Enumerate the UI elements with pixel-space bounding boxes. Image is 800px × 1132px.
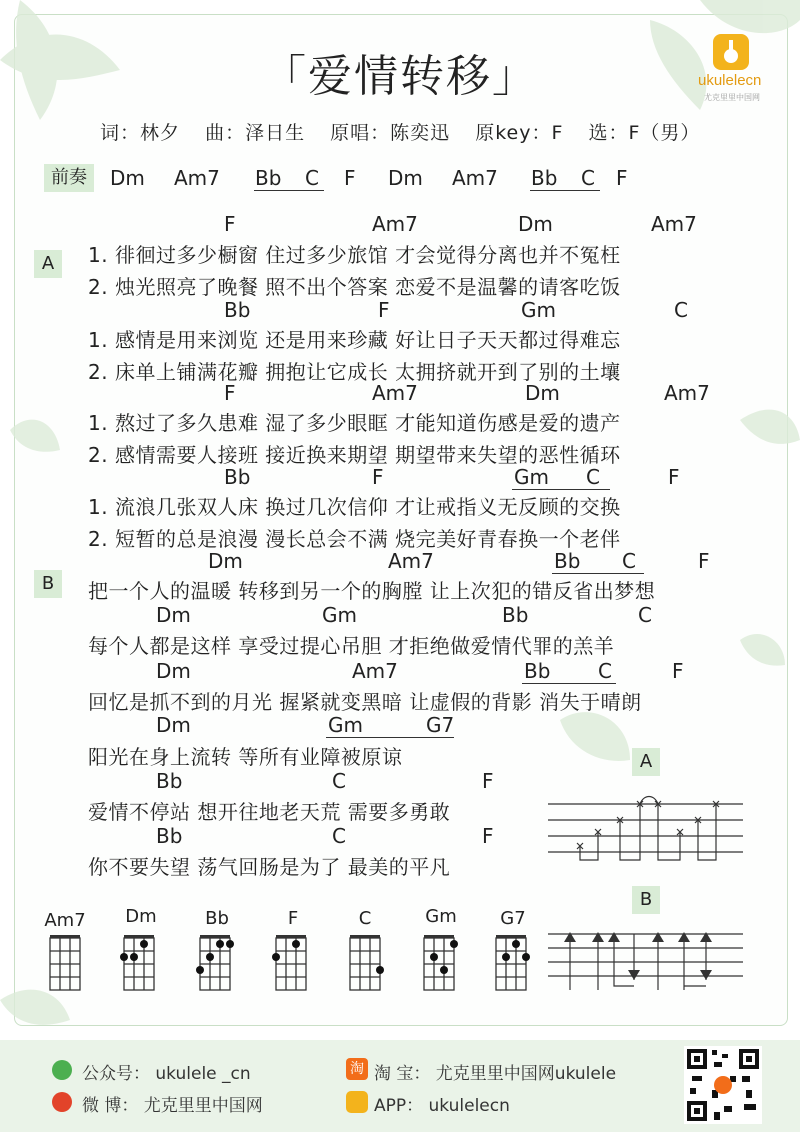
chord: C <box>332 769 346 793</box>
chord: F <box>672 659 684 683</box>
intro-underline <box>254 190 324 191</box>
chord: Am7 <box>372 381 418 405</box>
intro-chord: Bb <box>255 166 282 190</box>
chord: C <box>674 298 688 322</box>
brand-name: ukulelecn <box>698 72 762 89</box>
chord-diagram-name: Am7 <box>44 910 86 931</box>
chord: C <box>598 659 612 683</box>
chord: Gm <box>521 298 556 322</box>
intro-chord: C <box>305 166 319 190</box>
chord: Bb <box>224 298 251 322</box>
brand-sub: 尤克里里中国网 <box>704 93 760 102</box>
lyric-line: 你不要失望 荡气回肠是为了 最美的平凡 <box>88 855 451 879</box>
chord: Gm <box>514 465 549 489</box>
lyric-line: 爱情不停站 想开往地老天荒 需要多勇敢 <box>88 800 451 824</box>
lyric-line: 2. 烛光照亮了晚餐 照不出个答案 恋爱不是温馨的请客吃饭 <box>88 275 621 299</box>
song-title: 「爱情转移」 <box>262 51 538 102</box>
app-icon <box>346 1091 368 1113</box>
lyric-line: 1. 徘徊过多少橱窗 住过多少旅馆 才会觉得分离也并不冤枉 <box>88 243 621 267</box>
chord: G7 <box>426 713 455 737</box>
chord: Am7 <box>352 659 398 683</box>
intro-chord: F <box>344 166 356 190</box>
chord: C <box>586 465 600 489</box>
chord: Bb <box>502 603 529 627</box>
intro-chord: Bb <box>531 166 558 190</box>
intro-label: 前奏 <box>44 164 94 192</box>
chord: C <box>622 549 636 573</box>
rhythm-a-pattern <box>548 790 748 870</box>
chord: Dm <box>156 713 191 737</box>
chord-am7 <box>50 937 80 991</box>
composer: 曲：泽日生 <box>205 122 306 144</box>
chord: Gm <box>322 603 357 627</box>
lyricist: 词：林夕 <box>100 122 181 144</box>
original-key: 原key：F <box>475 122 564 144</box>
chord: F <box>698 549 710 573</box>
chord-c <box>350 937 384 991</box>
chord: Am7 <box>388 549 434 573</box>
chord: Dm <box>208 549 243 573</box>
chord: F <box>224 381 236 405</box>
lyric-line: 1. 熬过了多久患难 湿了多少眼眶 才能知道伤感是爱的遗产 <box>88 411 621 435</box>
original-singer: 原唱：陈奕迅 <box>330 122 451 144</box>
chord: Bb <box>156 769 183 793</box>
intro-chord: Am7 <box>452 166 498 190</box>
lyric-line: 2. 短暂的总是浪漫 漫长总会不满 烧完美好青春换一个老伴 <box>88 527 621 551</box>
chord: Am7 <box>651 212 697 236</box>
intro-chord: F <box>616 166 628 190</box>
chord: F <box>482 824 494 848</box>
intro-underline <box>530 190 600 191</box>
chord: Bb <box>156 824 183 848</box>
rhythm-b-pattern <box>548 924 748 994</box>
chord: Dm <box>525 381 560 405</box>
chord-diagram-name: Bb <box>205 908 229 929</box>
rhythm-b-label: B <box>632 886 660 914</box>
chord-bb <box>196 937 234 991</box>
wechat-account: 公众号： ukulele _cn <box>82 1064 251 1084</box>
taobao-shop: 淘 宝： 尤克里里中国网ukulele <box>374 1064 617 1084</box>
chord-underline <box>522 683 616 684</box>
lyric-line: 1. 流浪几张双人床 换过几次信仰 才让戒指义无反顾的交换 <box>88 495 621 519</box>
chord: F <box>668 465 680 489</box>
song-meta <box>100 118 718 145</box>
chord-diagram-name: Dm <box>125 906 157 927</box>
lyric-line: 把一个人的温暖 转移到另一个的胸膛 让上次犯的错反省出梦想 <box>88 579 656 603</box>
chord: F <box>378 298 390 322</box>
chord-diagrams <box>0 930 560 1000</box>
chord-underline <box>512 489 610 490</box>
chord-underline <box>552 573 644 574</box>
chord: Gm <box>328 713 363 737</box>
chord: Am7 <box>664 381 710 405</box>
intro-chord: Am7 <box>174 166 220 190</box>
chord-diagram-name: F <box>287 908 299 929</box>
qr-code-icon <box>684 1046 762 1124</box>
selected-key: 选：F（男） <box>588 122 701 144</box>
chord: Dm <box>518 212 553 236</box>
footer <box>0 1040 800 1132</box>
wechat-icon <box>52 1060 72 1080</box>
intro-chord: Dm <box>110 166 145 190</box>
chord-diagram-name: C <box>358 908 372 929</box>
lyric-line: 回忆是抓不到的月光 握紧就变黑暗 让虚假的背影 消失于晴朗 <box>88 690 642 714</box>
taobao-icon: 淘 <box>346 1058 368 1080</box>
lyric-line: 2. 感情需要人接班 接近换来期望 期望带来失望的恶性循环 <box>88 443 621 467</box>
chord: C <box>332 824 346 848</box>
chord-g7 <box>496 937 530 991</box>
chord: C <box>638 603 652 627</box>
chord: Bb <box>554 549 581 573</box>
chord-diagram-name: G7 <box>500 908 526 929</box>
chord-diagram-name: Gm <box>425 906 457 927</box>
chord: F <box>482 769 494 793</box>
chord: F <box>224 212 236 236</box>
lyric-line: 每个人都是这样 享受过提心吊胆 才拒绝做爱情代罪的羔羊 <box>88 634 615 658</box>
chord-underline <box>326 737 454 738</box>
chord-dm <box>120 937 154 991</box>
chord: Dm <box>156 659 191 683</box>
section-a-label: A <box>34 250 62 278</box>
weibo-icon <box>52 1092 72 1112</box>
rhythm-a-label: A <box>632 748 660 776</box>
section-b-label: B <box>34 570 62 598</box>
chord: Bb <box>524 659 551 683</box>
chord: Dm <box>156 603 191 627</box>
weibo-account: 微 博： 尤克里里中国网 <box>82 1096 263 1116</box>
intro-chord: Dm <box>388 166 423 190</box>
lyric-line: 阳光在身上流转 等所有业障被原谅 <box>88 745 403 769</box>
intro-chord: C <box>581 166 595 190</box>
lyric-line: 1. 感情是用来浏览 还是用来珍藏 好让日子天天都过得难忘 <box>88 328 621 352</box>
app-name: APP： ukulelecn <box>374 1096 510 1116</box>
chord-f <box>272 937 306 991</box>
lyric-line: 2. 床单上铺满花瓣 拥抱让它成长 太拥挤就开到了别的土壤 <box>88 360 621 384</box>
chord: Bb <box>224 465 251 489</box>
chord: Am7 <box>372 212 418 236</box>
chord-gm <box>424 937 458 991</box>
chord: F <box>372 465 384 489</box>
ukulele-logo-icon <box>713 34 749 70</box>
